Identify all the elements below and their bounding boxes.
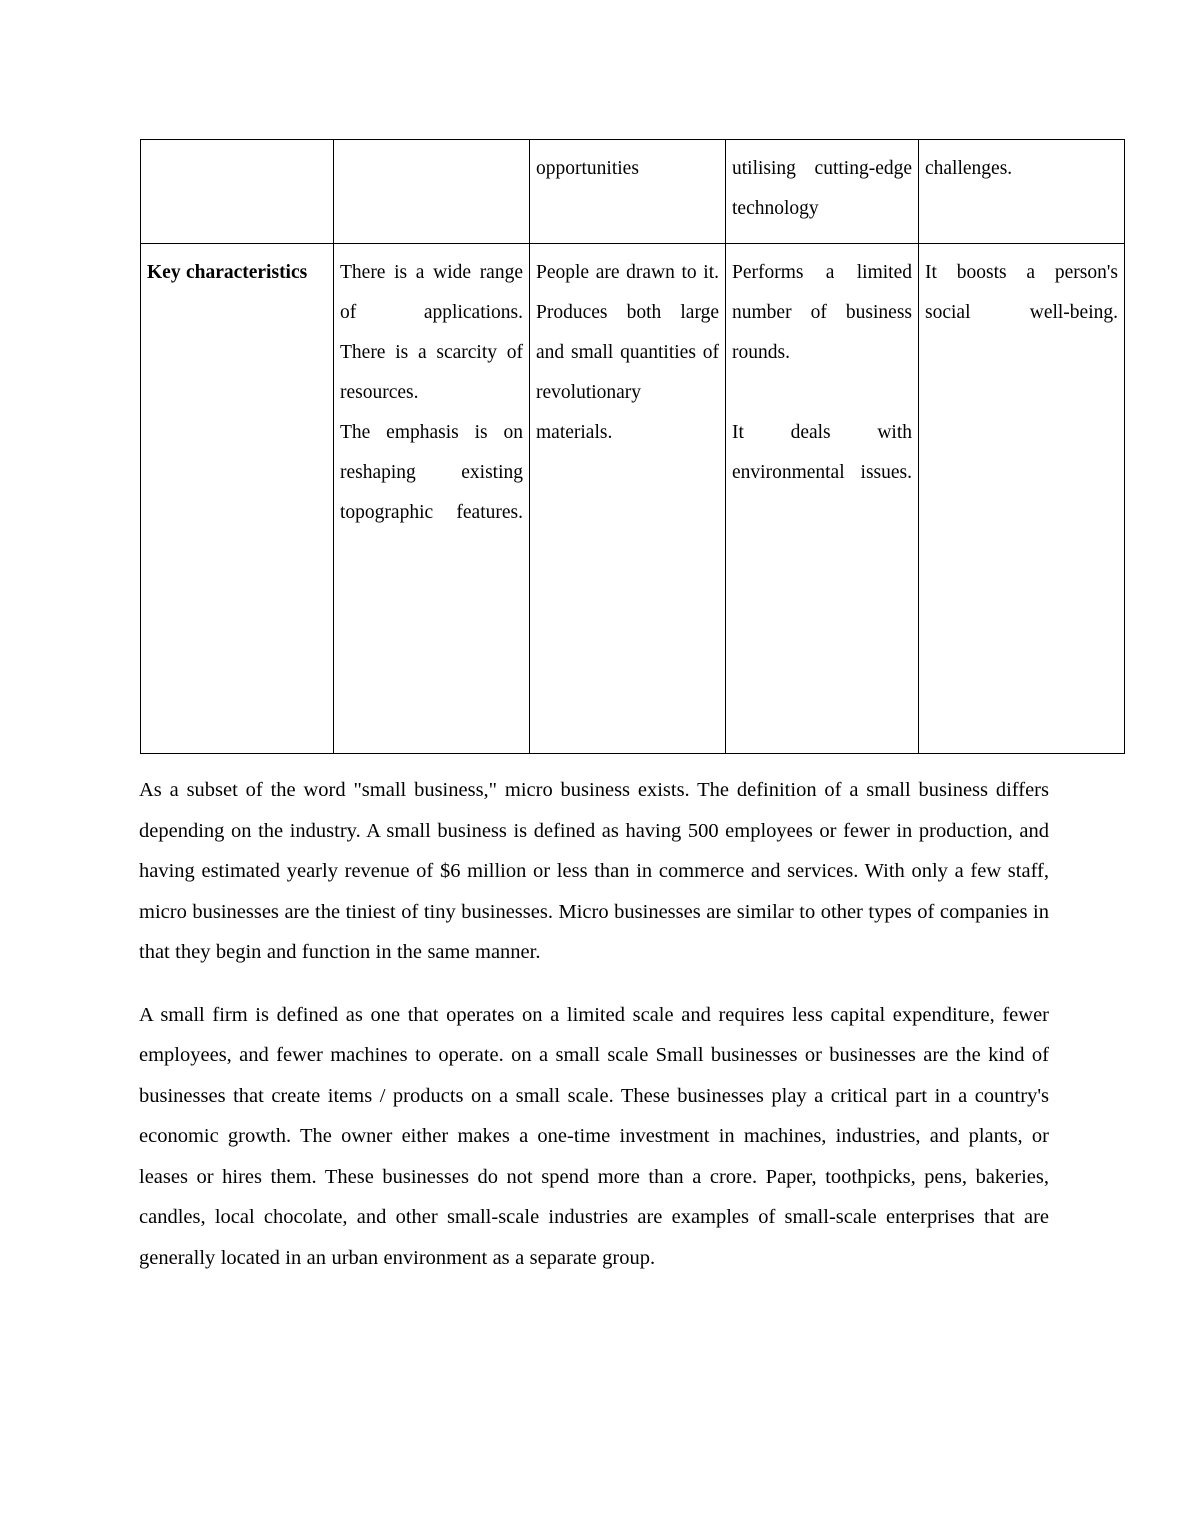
cell-text: utilising cutting-edge technology [732,158,912,219]
table-cell-boosts-wellbeing [919,244,1125,754]
cell-text: Produces both large and small quantities of revolutionary materials. [536,302,719,443]
table-cell-opportunities [530,140,726,244]
table-cell-empty-2 [334,140,530,244]
cell-text: challenges. [925,158,1013,179]
cell-text: opportunities [536,158,639,179]
row-header-label: Key characteristics [147,262,308,283]
cell-text: Performs a limited number of business rounds. [732,262,912,363]
table-cell-key-characteristics [141,244,334,754]
paragraph-micro-business: As a subset of the word "small business," micro business exists. The definition of a small business differs depending on the industry. A small business is defined as having 500 employees or fewer in production, and having estimated yearly revenue of $6 million or less than in commerce and services. With only a few staff, micro businesses are the tiniest of tiny businesses. Micro businesses are similar to other types of companies in that they begin and function in the same manner. [139,779,1049,963]
table-cell-performs-limited [726,244,919,754]
cell-text: It deals with environmental issues. [732,422,912,483]
paragraph-small-firm: A small firm is defined as one that operates on a limited scale and requires less capital expenditure, fewer employees, and fewer machines to operate. on a small scale Small businesses or businesses are the kind of businesses that create items / products on a small scale. These businesses play a critical part in a country's economic growth. The owner either makes a one-time investment in machines, industries, and plants, or leases or hires them. These businesses do not spend more than a crore. Paper, toothpicks, pens, bakeries, candles, local chocolate, and other small-scale industries are examples of small-scale enterprises that are generally located in an urban environment as a separate group. [139,1003,1049,1269]
table-cell-people-drawn [530,244,726,754]
cell-text: There is a scarcity of resources. [340,342,523,403]
table-cell-empty-1 [141,140,334,244]
table-row [141,244,1125,754]
cell-text: The emphasis is on reshaping existing topographic features. [340,422,523,523]
table-cell-challenges [919,140,1125,244]
cell-text: There is a wide range of applications. [340,262,523,323]
body-paragraphs [139,770,1049,1278]
cell-text: People are drawn to it. [536,262,719,283]
cell-text: It boosts a person's social well-being. [925,262,1118,323]
cell-blank-line [732,373,912,413]
table-cell-wide-range [334,244,530,754]
table-row [141,140,1125,244]
comparison-table [140,139,1125,754]
table-cell-cutting-edge [726,140,919,244]
